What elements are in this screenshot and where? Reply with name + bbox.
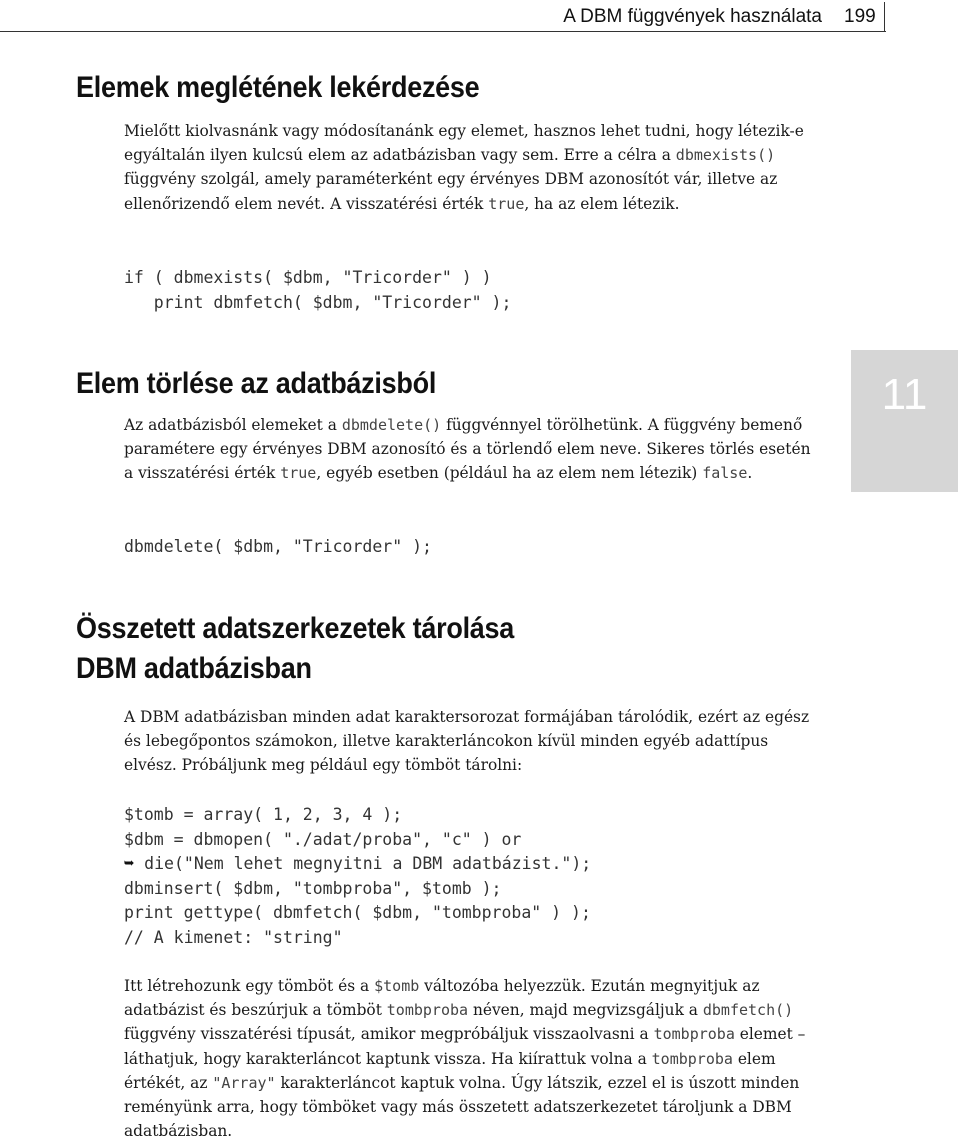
code-line: print dbmfetch( $dbm, "Tricorder" ); — [124, 292, 512, 312]
header-rule — [0, 31, 886, 32]
inline-code: "Array" — [212, 1073, 276, 1092]
line-continuation-icon: ➥ — [124, 854, 135, 874]
page-header — [0, 0, 960, 34]
inline-code: true — [280, 464, 317, 483]
section-paragraph: Mielőtt kiolvasnánk vagy módosítanánk egy elemet, hasznos lehet tudni, hogy létezik-e egyáltalán ilyen kulcsú elem az adatbázisban vagy sem. Erre a célra a dbmexists() függvény szolgál, amely paraméterként egy érvényes DBM azonosítót vár, illetve az ellenőrizendő elem nevét. A visszatérési érték true, ha az elem létezik. — [124, 122, 804, 213]
code-line: $dbm = dbmopen( "./adat/proba", "c" ) or — [124, 829, 522, 849]
inline-code: false — [702, 464, 748, 483]
page-number: 199 — [844, 6, 876, 27]
chapter-tab — [851, 350, 958, 492]
inline-code: dbmexists() — [675, 146, 776, 165]
inline-code: tombproba — [651, 1049, 733, 1068]
section-heading: Elem törlése az adatbázisból — [76, 367, 437, 400]
inline-code: dbmfetch() — [702, 1001, 794, 1020]
code-line: print gettype( dbmfetch( $dbm, "tombproba" ) ); — [124, 903, 591, 922]
section-paragraph: Itt létrehozunk egy tömböt és a $tomb változóba helyezzük. Ezután megnyitjuk az adatbázist és beszúrjuk a tömböt tombproba néven, majd megvizsgáljuk a dbmfetch() függvény visszatérési típusát, amikor megpróbáljuk visszaolvasni a tombproba elemet – láthatjuk, hogy karakterláncot kaptunk vissza. Ha kiírattuk volna a tombproba elem értékét, az "Array" karakterláncot kaptuk volna. Úgy látszik, ezzel el is úszott minden reményünk arra, hogy tömböket vagy más összetett adatszerkezetet tároljunk a DBM adatbázisban. — [124, 977, 806, 1141]
running-title: A DBM függvények használata — [563, 6, 822, 27]
code-line: $tomb = array( 1, 2, 3, 4 ); — [124, 805, 403, 824]
code-line: ➥ die("Nem lehet megnyitni a DBM adatbázist."); — [124, 854, 592, 874]
inline-code: $tomb — [374, 977, 420, 995]
chapter-number: 11 — [881, 370, 928, 419]
inline-code: tombproba — [653, 1025, 735, 1044]
code-block — [124, 535, 432, 560]
header-vertical-rule — [884, 2, 885, 32]
section-paragraph: A DBM adatbázisban minden adat karaktersorozat formájában tárolódik, ezért az egész és lebegőpontos számokon, illetve karakterláncokon kívül minden egyéb adattípus elvész. Próbáljunk meg például egy tömböt tárolni: — [124, 708, 810, 775]
section-heading: Összetett adatszerkezetek tárolása DBM adatbázisban — [76, 612, 515, 685]
inline-code: tombproba — [386, 1001, 469, 1020]
section-heading: Elemek meglétének lekérdezése — [76, 71, 480, 104]
code-block — [124, 266, 511, 315]
code-block — [124, 803, 591, 950]
inline-code: true — [488, 194, 525, 213]
code-line: dbminsert( $dbm, "tombproba", $tomb ); — [124, 878, 502, 898]
code-line: // A kimenet: "string" — [124, 927, 343, 947]
inline-code: dbmdelete() — [341, 416, 442, 434]
section-paragraph: Az adatbázisból elemeket a dbmdelete() függvénnyel törölhetünk. A függvény bemenő paramétere egy érvényes DBM azonosító és a törlendő elem neve. Sikeres törlés esetén a visszatérési érték true, egyéb esetben (például ha az elem nem létezik) false. — [124, 416, 811, 483]
code-line: if ( dbmexists( $dbm, "Tricorder" ) ) — [124, 268, 492, 287]
code-line: dbmdelete( $dbm, "Tricorder" ); — [124, 537, 432, 556]
